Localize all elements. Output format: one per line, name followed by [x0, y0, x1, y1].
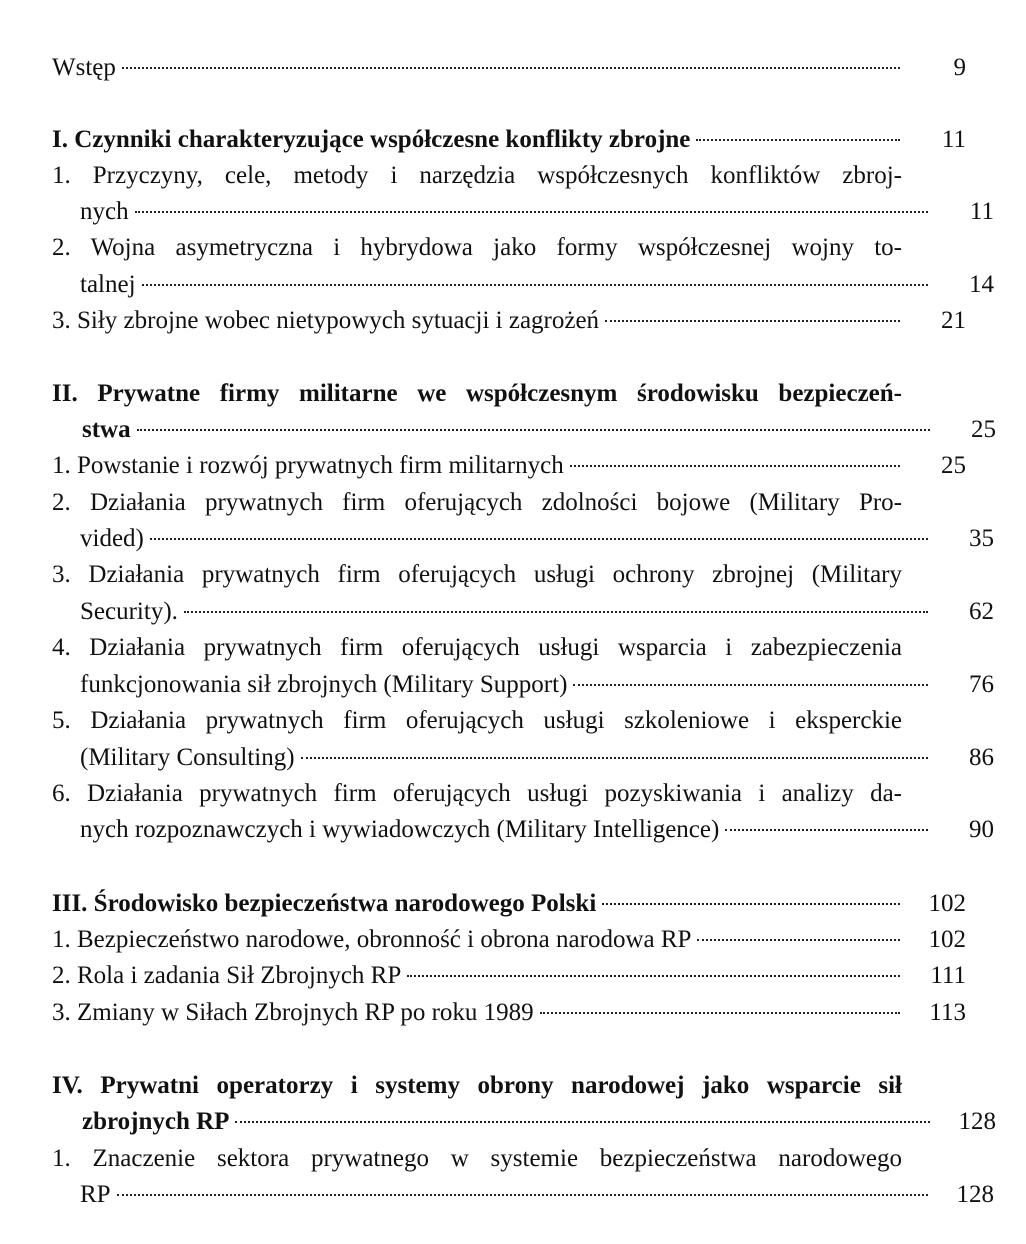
toc-entry-1-2-line1 [52, 231, 966, 265]
dot-leader [235, 1121, 930, 1123]
toc-entry-1-1-line2 [52, 195, 994, 229]
toc-entry-text: vided) [80, 525, 144, 552]
dot-leader [725, 829, 928, 831]
dot-leader [573, 684, 928, 686]
toc-entry-2-3-line1 [52, 558, 966, 592]
dot-leader [137, 429, 930, 431]
toc-entry-2-2-line1 [52, 486, 966, 520]
toc-entry-2-6-line1 [52, 777, 966, 811]
chapter-title: II. Prywatne firmy militarne we współczesnym środowisku bezpieczeń- [52, 380, 902, 407]
dot-leader [135, 211, 928, 213]
toc-entry-2-5-line1 [52, 704, 966, 738]
toc-entry-text: 2. Działania prywatnych firm oferujących zdolności bojowe (Military Pro- [52, 489, 902, 516]
toc-page-number: 9 [953, 54, 966, 81]
dot-leader [301, 757, 928, 759]
toc-entry-text: 1. Przyczyny, cele, metody i narzędzia współczesnych konfliktów zbroj- [52, 162, 902, 189]
toc-entry-text: Security). [80, 598, 178, 625]
toc-entry-1-2-line2 [52, 268, 994, 302]
toc-page-number: 11 [969, 198, 994, 225]
dot-leader [540, 1012, 900, 1014]
toc-chapter-1-title [52, 123, 966, 157]
dot-leader [605, 320, 900, 322]
toc-entry-2-2-line2 [52, 522, 994, 556]
toc-entry-title: Wstęp [52, 54, 116, 81]
toc-entry-4-1-line1 [52, 1142, 966, 1176]
toc-entry-text: 1. Bezpieczeństwo narodowe, obronność i obrona narodowa RP [52, 926, 692, 953]
toc-page-number: 76 [969, 671, 994, 698]
toc-chapter-4-title-line1 [52, 1069, 966, 1103]
toc-entry-4-1-line2 [52, 1178, 994, 1212]
toc-entry-3-3 [52, 996, 966, 1030]
toc-entry-intro [52, 51, 966, 85]
dot-leader [602, 903, 900, 905]
toc-entry-3-2 [52, 959, 966, 993]
toc-entry-2-4-line1 [52, 631, 966, 665]
chapter-title: III. Środowisko bezpieczeństwa narodowego Polski [52, 890, 597, 917]
toc-page-number: 25 [971, 416, 996, 443]
toc-entry-text: nych rozpoznawczych i wywiadowczych (Military Intelligence) [80, 816, 720, 843]
toc-page-number: 111 [930, 962, 966, 989]
dot-leader [570, 465, 900, 467]
dot-leader [142, 284, 928, 286]
toc-entry-3-1 [52, 923, 966, 957]
chapter-title: IV. Prywatni operatorzy i systemy obrony narodowej jako wsparcie sił [52, 1072, 902, 1099]
dot-leader [407, 975, 900, 977]
toc-entry-text: nych [80, 198, 129, 225]
toc-entry-2-5-line2 [52, 741, 994, 775]
toc-chapter-4-title-line2 [52, 1105, 996, 1139]
toc-entry-1-1-line1 [52, 159, 966, 193]
toc-entry-text: 6. Działania prywatnych firm oferujących usługi pozyskiwania i analizy da- [52, 780, 902, 807]
toc-entry-text: funkcjonowania sił zbrojnych (Military Support) [80, 671, 568, 698]
toc-page-number: 128 [956, 1181, 994, 1208]
toc-entry-text: 3. Siły zbrojne wobec nietypowych sytuacji i zagrożeń [52, 307, 600, 334]
toc-entry-text: 1. Powstanie i rozwój prywatnych firm militarnych [52, 452, 564, 479]
toc-chapter-3-title [52, 887, 966, 921]
toc-page-number: 102 [928, 926, 966, 953]
toc-page-number: 25 [941, 452, 966, 479]
toc-entry-text: 5. Działania prywatnych firm oferujących usługi szkoleniowe i eksperckie [52, 707, 902, 734]
toc-entry-1-3 [52, 304, 966, 338]
toc-entry-2-4-line2 [52, 668, 994, 702]
toc-entry-text: 2. Wojna asymetryczna i hybrydowa jako formy współczesnej wojny to- [52, 234, 902, 261]
toc-page-number: 102 [928, 890, 966, 917]
toc-entry-2-3-line2 [52, 595, 994, 629]
toc-page-number: 128 [958, 1108, 996, 1135]
dot-leader [122, 67, 900, 69]
toc-entry-text: (Military Consulting) [80, 744, 295, 771]
toc-page-number: 35 [969, 525, 994, 552]
toc-chapter-2-title-line2 [52, 413, 996, 447]
toc-entry-text: 1. Znaczenie sektora prywatnego w systemie bezpieczeństwa narodowego [52, 1145, 902, 1172]
toc-entry-text: talnej [80, 271, 136, 298]
toc-entry-2-1 [52, 449, 966, 483]
toc-page-number: 21 [941, 307, 966, 334]
dot-leader [697, 939, 900, 941]
dot-leader [117, 1194, 928, 1196]
toc-entry-text: 3. Działania prywatnych firm oferujących usługi ochrony zbrojnej (Military [52, 561, 902, 588]
chapter-title: stwa [82, 416, 131, 443]
toc-chapter-2-title-line1 [52, 377, 966, 411]
chapter-title: zbrojnych RP [82, 1108, 230, 1135]
toc-page-number: 86 [969, 744, 994, 771]
toc-page-number: 62 [969, 598, 994, 625]
toc-entry-text: 2. Rola i zadania Sił Zbrojnych RP [52, 962, 402, 989]
toc-page-number: 14 [969, 271, 994, 298]
toc-page-number: 90 [969, 816, 994, 843]
toc-entry-text: 3. Zmiany w Siłach Zbrojnych RP po roku 1989 [52, 999, 534, 1026]
toc-page-number: 113 [929, 999, 966, 1026]
dot-leader [184, 611, 928, 613]
toc-entry-text: 4. Działania prywatnych firm oferujących usługi wsparcia i zabezpieczenia [52, 634, 902, 661]
dot-leader [696, 139, 900, 141]
dot-leader [150, 538, 928, 540]
chapter-title: I. Czynniki charakteryzujące współczesne konflikty zbrojne [52, 126, 691, 153]
toc-page-number: 11 [941, 126, 966, 153]
toc-entry-2-6-line2 [52, 813, 994, 847]
toc-entry-text: RP [80, 1181, 111, 1208]
